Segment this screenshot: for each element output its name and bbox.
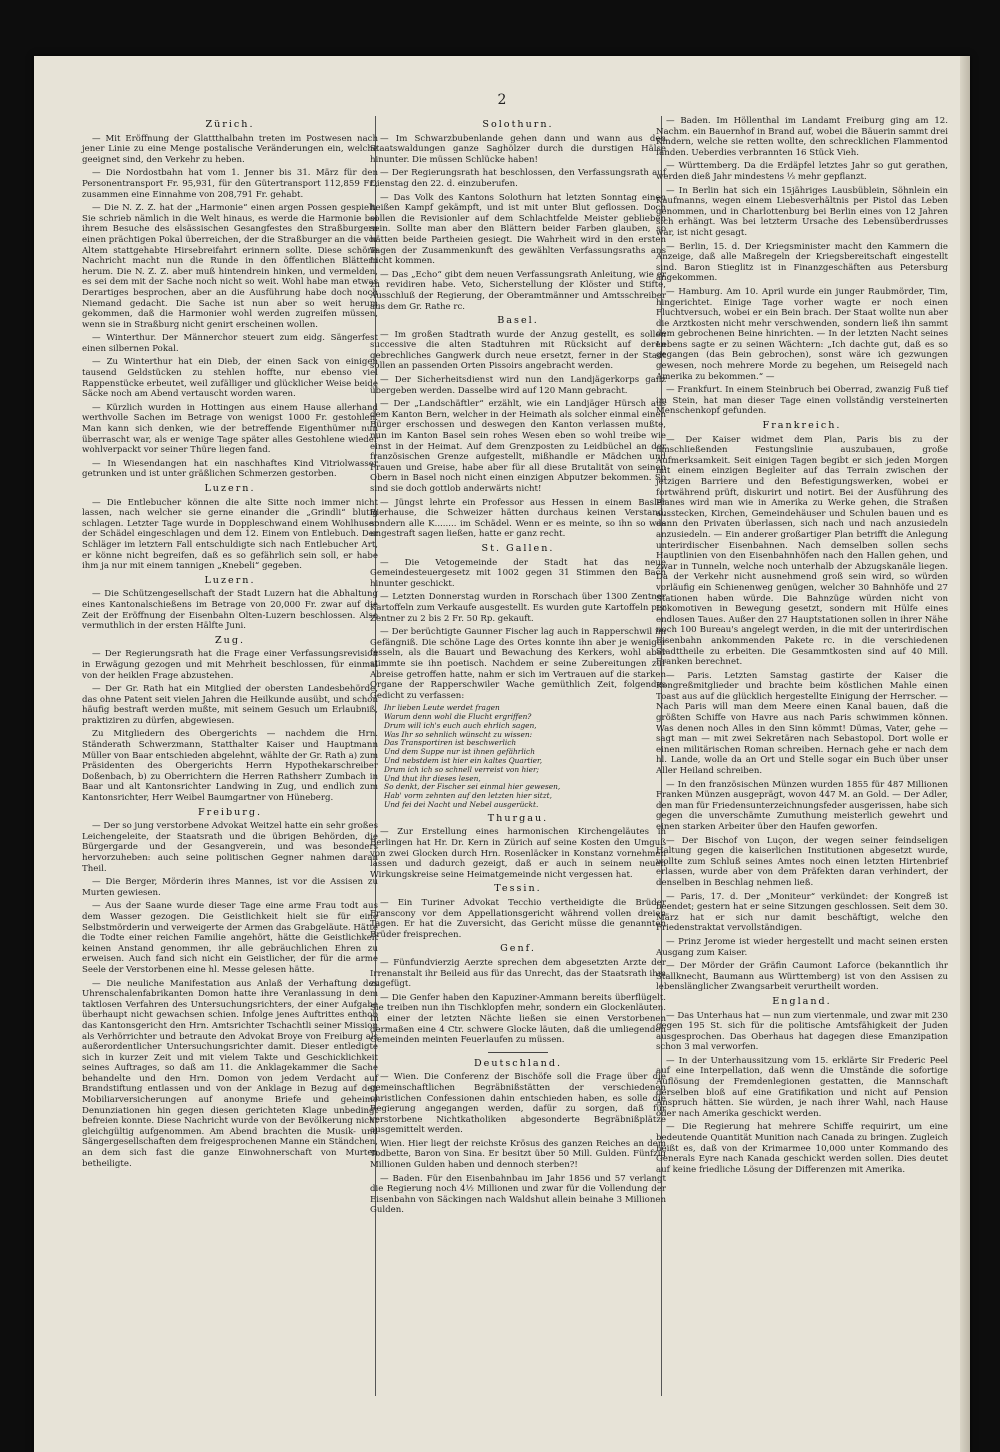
poem-line: Was Ihr so sehnlich wünscht zu wissen: [384, 729, 533, 739]
poem-line: Und nebstdem ist hier ein kaltes Quartier, [384, 756, 543, 766]
article-paragraph: — Der Regierungsrath hat die Frage einer Verfassungsrevision in Erwägung gezogen und mit Mehrheit beschlossen, für einmal von der heiklen Frage abzustehen. [82, 649, 378, 681]
article-paragraph: — Die Berger, Mörderin ihres Mannes, ist vor die Assisen zu Murten gewiesen. [82, 877, 378, 898]
section-heading: Genf. [500, 943, 536, 955]
poem [384, 704, 666, 810]
article-paragraph: Zu Mitgliedern des Obergerichts — nachdem die Hrn. Ständerath Schwerzmann, Statthalter Kaiser und Hauptmann Müller von Baar entschieden abgelehnt, wählte der Gr. Rath a) zum Präsidenten des Obergerichts Herrn Hypothekarschreiber Doßenbach, b) zu Oberrichtern die Herren Rathsherr Zumbach in Baar und alt Kantonsrichter Landwing in Zug, und endlich zum Kantonsrichter, Herr Weibel Baumgartner von Hüneberg. [82, 729, 378, 804]
poem-line: So denkt, der Fischer sei einmal hier gewesen, [384, 782, 561, 792]
article-paragraph: — In der Unterhaussitzung vom 15. erklärte Sir Frederic Peel auf eine Interpellation, daß wenn die Umstände die sofortige Auflösung der Fremdenlegionen gestatten, die Mannschaft derselben bloß auf eine Gratifikation und nicht auf Pension Anspruch hätten. Sie würden, je nach ihrer Wahl, nach Hause oder nach Amerika geschickt werden. [656, 1055, 948, 1119]
article-paragraph: — In den französischen Münzen wurden 1855 für 487 Millionen Franken Münzen ausgeprägt, wovon 447 M. an Gold. — Der Adler, den man für Friedensunterzeichnungsfeder ausgerissen, habe sich gegen die unverschämte Zumuthung meisterlich gewehrt und einen starken Arbeiter über den Haufen geworfen. [656, 779, 948, 832]
article-paragraph: — Die N. Z. Z. hat der „Harmonie“ einen argen Possen gespielt. Sie schrieb nämlich in die Welt hinaus, es werde die Harmonie bei ihrem Besuche des elsässischen Gesangfestes den Straßburgern einen prächtigen Pokal überreichen, der die Straßburger an die vor Altem stattgehabte Hirsebreifahrt erinnern sollte. Diese schöne Nachricht macht nun die Runde in den öffentlichen Blättern herum. Die N. Z. Z. aber muß hintendrein hinken, und vermelden, es sei dem mit der Sache noch nicht so weit. Wohl habe man etwas Derartiges besprochen, aber an die Ausführung habe doch noch Niemand gedacht. Die Sache ist nun aber so weit herum gekommen, daß die Harmonier wohl werden zugreifen müssen, wenn sie in Straßburg nicht genirt erscheinen wollen. [82, 203, 378, 330]
article-paragraph: — Wien. Die Conferenz der Bischöfe soll die Frage über die gemeinschaftlichen Begräbnißstätten der verschiedenen christlichen Confessionen dahin entschieden haben, es solle die Regierung angegangen werden, dafür zu sorgen, daß für verstorbene Nichtkatholiken abgesonderte Begräbnißplätze ausgemittelt werden. [370, 1072, 666, 1136]
poem-line: Hab' vorm zehnten auf den letzten hier sitzt, [384, 791, 552, 801]
article-paragraph: — Der Mörder der Gräfin Caumont Laforce (bekanntlich ihr Stallknecht, Baumann aus Württemberg) ist von den Assisen zu lebenslänglicher Zwangsarbeit verurtheilt worden. [656, 961, 948, 993]
article-paragraph: — Zur Erstellung eines harmonischen Kirchengeläutes in Berlingen hat Hr. Dr. Kern in Zürich auf seine Kosten den Umguß von zwei Glocken durch Hrn. Rosenläcker in Konstanz vornehmen lassen und dadurch gezeigt, daß er auch in seinem neuen Wirkungskreise seine Heimatgemeinde nicht vergessen hat. [370, 827, 666, 880]
article-paragraph: — Berlin, 15. d. Der Kriegsminister macht den Kammern die Anzeige, daß alle Maßregeln der Kriegsbereitschaft eingestellt sind. Baron Stieglitz ist in Finanzgeschäften aus Petersburg angekommen. [656, 241, 948, 284]
article-paragraph: — Der berüchtigte Gaunner Fischer lag auch in Rapperschwil im Gefängniß. Die schöne Lage des Ortes konnte ihn aber je weniger fesseln, als die Bauart und Bewachung des Kerkers, wohl aber stimmte sie ihn poetisch. Nachdem er seine Zubereitungen zur Abreise getroffen hatte, nahm er sich im Vertrauen auf die starken Organe der Rapperschwiler Wache gemüthlich Zeit, folgendes Gedicht zu verfassen: [370, 627, 666, 701]
section-heading: Luzern. [204, 483, 256, 494]
section-heading: Zürich. [205, 119, 255, 130]
page-number: 2 [497, 92, 507, 108]
poem-line: Drum ich ich so schnell verreist von hier; [384, 764, 540, 774]
article-paragraph: — Zu Winterthur hat ein Dieb, der einen Sack von einigen tausend Geldstücken zu stehlen hoffte, nur ebenso viel Rappenstücke erbeutet, weil zufälliger und glücklicher Weise beide Säcke noch am Abend vertauscht worden waren. [82, 357, 378, 400]
section-heading: Tessin. [494, 883, 542, 895]
article-paragraph: — Im großen Stadtrath wurde der Anzug gestellt, es sollen successive die alten Stadtuhren mit Rücksicht auf deren gebrechliches Gangwerk durch neue ersetzt, ferner in der Stadt sollen an passenden Orten Pissoirs angebracht werden. [370, 329, 666, 372]
section-heading: Luzern. [204, 574, 256, 586]
page-edge [960, 56, 970, 1452]
article-paragraph: — Prinz Jerome ist wieder hergestellt und macht seinen ersten Ausgang zum Kaiser. [656, 936, 948, 958]
article-paragraph: — Die neuliche Manifestation aus Anlaß der Verhaftung des Uhrenschalenfabrikanten Domon hatte ihre Veranlassung in dem taktlosen Verfahren des Untersuchungsrichters, der einer Aufgabe überhaupt nicht gewachsen schien. Infolge jenes Auftrittes enthob das Kantonsgericht den Hrn. Amtsrichter Tschachtli seiner Mission als Verhörrichter und betraute den Advokat Broye von Freiburg als außerordentlicher Untersuchungsrichter damit. Dieser entledigte sich in kurzer Zeit und mit vielem Takte und Geschicklichkeit seines Auftrages, so daß am 11. die Anklagekammer die Sache behandelte und den Hrn. Domon von jedem Verdacht auf Brandstiftung entlassen und von der Anklage in Bezug auf den Mobiliarversicherungen auf anonyme Briefe und geheime Denunziationen hin gegen diesen gerichteten Klage unbedingt befreien konnte. Diese Nachricht wurde von der Bevölkerung nicht gleichgültig aufgenommen. Am Abend brachten die Musik- und Sängergesellschaften dem freigesprochenen Manne ein Ständchen, an dem sich fast die ganze Einwohnerschaft von Murten betheiligte. [82, 978, 378, 1169]
article-paragraph: — Baden. Für den Eisenbahnbau im Jahr 1856 und 57 verlangt die Regierung noch 4½ Millionen und zwar für die Vollendung der Eisenbahn von Säckingen nach Waldshut allein beinahe 3 Millionen Gulden. [370, 1173, 666, 1216]
poem-line: Warum denn wohl die Flucht ergriffen? [384, 712, 532, 722]
article-paragraph: — Winterthur. Der Männerchor steuert zum eidg. Sängerfest einen silbernen Pokal. [82, 333, 378, 354]
article-paragraph: — Im Schwarzbubenlande gehen dann und wann aus den Staatswaldungen ganze Saghölzer durch die durstigen Hälse hinunter. Die müssen Schlücke haben! [370, 133, 666, 165]
article-paragraph: — Der Bischof von Luçon, der wegen seiner feindseligen Haltung gegen die kaiserlichen Institutionen abgesetzt wurde, wollte zum Schluß seines Amtes noch einen letzten Hirtenbrief erlassen, wurde aber von dem Präfekten daran verhindert, der denselben in Beschlag nehmen ließ. [656, 835, 948, 888]
article-paragraph: — In Berlin hat sich ein 15jähriges Lausbüblein, Söhnlein ein Kaufmanns, wegen einem Liebesverhältnis per Pistol das Leben genommen, und in Charlottenburg bei Berlin eines von 12 Jahren sich erhängt. Was bei letzterm Ursache des Lebensüberdrusses war, ist nicht gesagt. [656, 185, 948, 238]
article-paragraph: — Der Kaiser widmet dem Plan, Paris bis zu der umschließenden Festungslinie auszubauen, große Aufmerksamkeit. Seit einigen Tagen begibt er sich jeden Morgen mit einem einzigen Begleiter auf das Terrain zwischen der jetzigen Barriere und den Befestigungswerken, wobei er fortwährend prüft, diskurirt und notirt. Bei der Ausführung des Planes wird man wie in Amerika zu Werke gehen, die Straßen ausstecken, Kirchen, Gemeindehäuser und Schulen bauen und es dann den Privaten überlassen, sich nach und nach anzusiedeln anzusiedeln. — Ein anderer großartiger Plan betrifft die Anlegung unterirdischer Eisenbahnen. Nach demselben sollen sechs Hauptlinien von den Eisenbahnhöfen nach den Hallen gehen, und zwar in Tunneln, welche noch unterhalb der Abzugskanäle liegen. Da der Verkehr nicht ausnehmend groß sein wird, so würden vorläufig ein Schienenweg genügen, welcher 30 Bahnhöfe und 27 Stationen haben würde. Die Bahnzüge würden nicht von Lokomotiven in Bewegung gesetzt, sondern mit Hülfe eines endlosen Taues. Außer den 27 Hauptstationen sollen in ihrer Nähe noch 100 Bureau's angelegt werden, in die mit der unterirdischen Eisenbahn ankommenden Pakete rc. in die verschiedenen Stadttheile zu erbeiten. Die Gesammtkosten sind auf 40 Mill. Franken berechnet. [656, 434, 948, 668]
article-paragraph: — Ein Turiner Advokat Tecchio vertheidigte die Brüder Franscony vor dem Appellationsgericht während vollen dreien Tagen. Er hat die Zuversicht, das Gericht müsse die genannten Brüder freisprechen. [370, 898, 666, 940]
section-heading: Deutschland. [473, 1057, 563, 1069]
article-paragraph: — Das Unterhaus hat — nun zum viertenmale, und zwar mit 230 gegen 195 St. sich für die politische Amtsfähigkeit der Juden ausgesprochen. Das Oberhaus hat dagegen diese Emanzipation schon 3 mal verworfen. [656, 1010, 948, 1053]
section-heading: Thurgau. [487, 812, 549, 824]
poem-line: Ihr lieben Leute werdet fragen [384, 703, 500, 713]
article-paragraph: — Der Regierungsrath hat beschlossen, den Verfassungsrath auf Dienstag den 22. d. einzuberufen. [370, 168, 666, 189]
section-heading: Freiburg. [197, 806, 263, 818]
article-paragraph: — Der Gr. Rath hat ein Mitglied der obersten Landesbehörde, das ohne Patent seit vielen Jahren die Heilkunde ausübt, und schon häufig bestraft werden mußte, mit seinem Gesuch um Erlaubniß, praktiziren zu dürfen, abgewiesen. [82, 684, 378, 726]
article-paragraph: — Die Vetogemeinde der Stadt hat das neue Gemeindesteuergesetz mit 1002 gegen 31 Stimmen den Bach hinunter geschickt. [370, 557, 666, 589]
newspaper-page [34, 56, 970, 1452]
article-paragraph: Wien. Hier liegt der reichste Krösus des ganzen Reiches an dem Todbette, Baron von Sina. Er besitzt über 50 Mill. Gulden. Fünfzig Millionen Gulden haben und dennoch sterben?! [370, 1138, 666, 1171]
article-paragraph: — Baden. Im Höllenthal im Landamt Freiburg ging am 12. Nachm. ein Bauernhof in Brand auf, wobei die Bäuerin sammt drei Kindern, welche sie retten wollte, den schrecklichen Flammentod fanden. Ueberdies verbrannten 16 Stück Vieh. [656, 116, 948, 158]
article-paragraph: — Der „Landschäftler“ erzählt, wie ein Landjäger Hürsch aus dem Kanton Bern, welcher in der Heimath als solcher einmal einen Bürger erschossen und deswegen den Kanton verlassen mußte, nun im Kanton Basel sein rohes Wesen eben so wohl treibe wie einst in der Heimat. Auf dem Grenzposten zu Leidbüchel an der französischen Grenze aufgestellt, mißhandle er Mädchen und Frauen und Greise, habe aber für all diese Brutalität von seinen Obern in Basel noch nicht einen einzigen Abputzer bekommen. So sind sie doch gottlob anderwärts nicht! [370, 399, 666, 494]
article-paragraph: — In Wiesendangen hat ein naschhaftes Kind Vitriolwasser getrunken und ist unter gräßlichen Schmerzen gestorben. [82, 458, 378, 480]
article-paragraph: — Württemberg. Da die Erdäpfel letztes Jahr so gut gerathen, werden dieß Jahr mindestens ⅓ mehr gepflanzt. [656, 161, 948, 182]
section-heading: Solothurn. [482, 119, 554, 130]
article-paragraph: — Das Volk des Kantons Solothurn hat letzten Sonntag einen heißen Kampf gekämpft, und ist mit unter Blut geflossen. Doch sollen die Revisionler auf dem Schlachtfelde Meister geblieben sein. Sollte man aber den Blättern beider Farben glauben, so hätten beide Partheien gesiegt. Die Wahrheit wird in den ersten Tagen der Zusammenkunft des gewählten Verfassungsraths ans Licht kommen. [370, 192, 666, 267]
section-separator [488, 1052, 548, 1053]
article-paragraph: — Frankfurt. In einem Steinbruch bei Oberrad, zwanzig Fuß tief im Stein, hat man dieser Tage einen vollständig versteinerten Menschenkopf gefunden. [656, 385, 948, 417]
article-paragraph: — Mit Eröffnung der Glattthalbahn treten im Postwesen nach jener Linie zu eine Menge postalische Veränderungen ein, welche geeignet sind, den Verkehr zu heben. [82, 133, 378, 165]
article-paragraph: — Paris, 17. d. Der „Moniteur“ verkündet: der Kongreß ist beendet; gestern hat er seine Sitzungen geschlossen. Seit dem 30. März hat er sich nur damit beschäftigt, welche den Friedenstraktat vervollständigen. [656, 891, 948, 934]
article-paragraph: — Jüngst lehrte ein Professor aus Hessen in einem Basler Bierhause, die Schweizer hätten durchaus keinen Verstand, sondern alle K........ im Schädel. Wenn er es meinte, so ihn so was ungestraft sagen ließen, hatte er ganz recht. [370, 497, 666, 540]
article-paragraph: — Aus der Saane wurde dieser Tage eine arme Frau todt aus dem Wasser gezogen. Die Geistlichkeit hielt sie für eine Selbstmörderin und verweigerte der Armen das Grabgeläute. Hätte die Todte einer reichen Familie angehört, hätte die Geistlichkeit keinen Anstand genommen, ihr alle gebräuchlichen Ehren zu erweisen. Auch fand sich nicht ein Geistlicher, der für die arme Seele der Verstorbenen eine hl. Messe gelesen hätte. [82, 901, 378, 975]
poem-line: Und dem Suppe nur ist ihnen gefährlich [384, 747, 535, 757]
article-paragraph: — Die Entlebucher können die alte Sitte noch immer nicht lassen, nach welcher sie gerne einander die „Grindli“ blutig schlagen. Letzter Tage wurde in Doppleschwand einem Wohlhuser der Schädel eingeschlagen und dem 12. Einem von Entlebuch. Der Schläger im letztern Fall entschuldigte sich nach Entlebucher Art, er könne nicht begreifen, daß es so gefährlich sein soll, er habe ihm ja nur mit einem tannigen „Knebeli“ gegeben. [82, 497, 378, 572]
article-paragraph: — Die Regierung hat mehrere Schiffe requirirt, um eine bedeutende Quantität Munition nach Canada zu bringen. Zugleich heißt es, daß von der Krimarmee 10,000 unter Kommando des Generals Eyre nach Kanada geschickt werden sollen. Dies deutet auf keine friedliche Lösung der Differenzen mit Amerika. [656, 1122, 948, 1175]
article-paragraph: — Das „Echo“ gibt dem neuen Verfassungsrath Anleitung, wie er zu revidiren habe. Veto, Sicherstellung der Klöster und Stifte, Ausschluß der Regierung, der Oberamtmänner und Amtsschreiber aus dem Gr. Rathe rc. [370, 269, 666, 312]
section-heading: Basel. [497, 315, 539, 327]
article-paragraph: — Hamburg. Am 10. April wurde ein junger Raubmörder, Tim, hingerichtet. Einige Tage vorher wagte er noch einen Fluchtversuch, wobei er ein Bein brach. Der Staat wollte nun aber die Arztkosten nicht mehr verschwenden, sondern ließ ihn sammt dem gebrochenen Beine hinrichten. — In der letzten Nacht seines Lebens sagte er zu seinen Wächtern: „Ich dachte gut, daß es so gegangen (das Bein gebrochen), sonst wäre ich gezwungen gewesen, noch mehrere Morde zu begehen, um Reisegeld nach Amerika zu bekommen.“ — [656, 286, 948, 382]
article-paragraph: — Die Nordostbahn hat vom 1. Jenner bis 31. März für den Personentransport Fr. 95,931, für den Gütertransport 112,859 Fr., zusammen eine Einnahme von 208,791 Fr. gehabt. [82, 168, 378, 200]
article-paragraph: — Der Sicherheitsdienst wird nun den Landjägerkorps ganz übergeben werden. Dasselbe wird auf 120 Mann gebracht. [370, 375, 666, 396]
article-paragraph: — Letzten Donnerstag wurden in Rorschach über 1300 Zentner Kartoffeln zum Verkaufe ausgestellt. Es wurden gute Kartoffeln per Zentner zu 2 bis 2 Fr. 50 Rp. gekauft. [370, 592, 666, 624]
article-paragraph: — Der so jung verstorbene Advokat Weitzel hatte ein sehr großes Leichengeleite, der Staatsrath und die übrigen Behörden, die Bürgergarde und der Gesangverein, und was besonders hervorzuheben: auch seine politischen Gegner nahmen daran Theil. [82, 821, 378, 874]
article-paragraph: — Fünfundvierzig Aerzte sprechen dem abgesetzten Arzte der Irrenanstalt ihr Beileid aus für das Unrecht, das der Staatsrath ihm zugefügt. [370, 957, 666, 990]
column-left [82, 116, 378, 1172]
article-paragraph: — Paris. Letzten Samstag gastirte der Kaiser die Kongreßmitglieder und brachte beim köstlichen Mahle einen Toast aus auf die glücklich hergestellte Einigung der Herrscher. — Nach Paris will man dem Meere einen Kanal bauen, daß die größten Schiffe von Havre aus nach Paris schwimmen können. Was denen noch Alles in den Sinn kömmt! Dümas, Vater, gehe — sagt man — mit zwei Sekretären nach Sebastopol. Dort wolle er einen militärischen Roman schreiben. Hernach gehe er nach dem hl. Lande, wolle da an Ort und Stelle sogar ein Buch über unser Aller Heiland schreiben. [656, 670, 948, 777]
poem-line: Drum will ich's euch auch ehrlich sagen, [384, 720, 537, 730]
section-heading: St. Gallen. [481, 542, 555, 554]
section-heading: Frankreich. [762, 420, 842, 432]
section-heading: England. [772, 995, 832, 1007]
section-heading: Zug. [214, 634, 246, 646]
column-middle [370, 116, 666, 1219]
poem-line: Und fei dei Nacht und Nebel ausgerückt. [384, 800, 539, 810]
article-paragraph: — Kürzlich wurden in Hottingen aus einem Hause allerhand werthvolle Sachen im Betrage von wenigst 1000 Fr. gestohlen. Man kann sich denken, wie der betreffende Eigenthümer nun überrascht war, als er wenige Tage später alles Gestohlene wieder wohlverpackt vor seiner Thüre liegen fand. [82, 402, 378, 456]
poem-line: Und thut ihr dieses lesen, [384, 773, 481, 783]
article-paragraph: — Die Genfer haben den Kapuziner-Ammann bereits überflügelt. Sie treiben nun ihn Tischklopfen mehr, sondern ein Glockenläuten. In einer der letzten Nächte ließen sie einen Verstorbenen dermaßen eine 4 Ctr. schwere Glocke läuten, daß die umliegenden Gemeinden meinten Feuerlaufen zu müssen. [370, 992, 666, 1046]
poem-line: Das Transportiren ist beschwerlich [384, 738, 517, 748]
column-right [656, 116, 948, 1178]
article-paragraph: — Die Schützengesellschaft der Stadt Luzern hat die Abhaltung eines Kantonalschießens im Betrage von 20,000 Fr. zwar auf die Zeit der Eröffnung der Eisenbahn Olten-Luzern beschlossen. Also vermuthlich in der ersten Hälfte Juni. [82, 589, 378, 632]
